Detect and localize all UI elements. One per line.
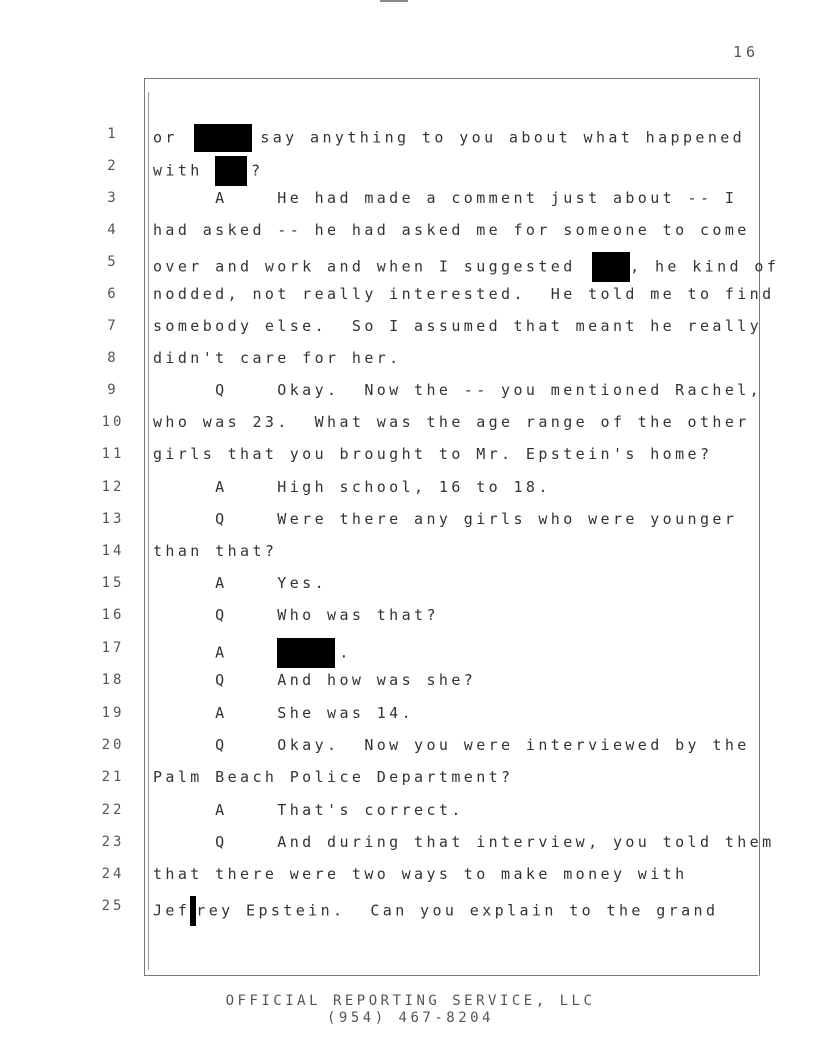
line-number: 21 (101, 769, 125, 785)
transcript-line: with ? (153, 156, 759, 186)
line-number: 18 (101, 672, 125, 688)
frame-bottom-border (144, 975, 758, 976)
line-number: 3 (107, 190, 119, 206)
line-number: 4 (107, 222, 119, 238)
page-number: 16 (732, 43, 759, 61)
transcript-line: Q Who was that? (153, 606, 439, 624)
line-number: 8 (107, 350, 119, 366)
transcript-line: Jef rey Epstein. Can you explain to the grand (153, 896, 759, 926)
transcript-line: nodded, not really interested. He told me to find (153, 285, 775, 303)
transcript-line: Q Okay. Now the -- you mentioned Rachel, (153, 381, 763, 399)
page-top-mark (380, 0, 408, 2)
redaction-block (277, 638, 335, 668)
transcript-line: or say anything to you about what happened (153, 124, 759, 152)
transcript-line: somebody else. So I assumed that meant he really (153, 317, 763, 335)
line-number: 13 (101, 511, 125, 527)
line-number: 23 (101, 834, 125, 850)
footer-phone: (954) 467-8204 (326, 1010, 494, 1026)
line-number: 7 (107, 318, 119, 334)
transcript-line: girls that you brought to Mr. Epstein's home? (153, 445, 713, 463)
line-number: 6 (107, 286, 119, 302)
transcript-line: A That's correct. (153, 801, 464, 819)
transcript-line: Q Were there any girls who were younger (153, 510, 738, 528)
transcript-line: over and work and when I suggested , he kind of (153, 252, 759, 282)
transcript-line: A He had made a comment just about -- I (153, 189, 738, 207)
line-number: 25 (101, 898, 125, 914)
transcript-line: A High school, 16 to 18. (153, 478, 551, 496)
line-number: 20 (101, 737, 125, 753)
transcript-line: A She was 14. (153, 704, 415, 722)
redaction-block (215, 156, 247, 186)
margin-rule (148, 92, 149, 970)
line-number: 19 (101, 705, 125, 721)
transcript-line: who was 23. What was the age range of the other (153, 413, 750, 431)
line-number: 1 (107, 126, 119, 142)
line-number: 17 (101, 640, 125, 656)
line-number: 24 (101, 866, 125, 882)
line-number: 15 (101, 575, 125, 591)
transcript-line: Q And how was she? (153, 671, 477, 689)
transcript-line: Q And during that interview, you told them (153, 833, 775, 851)
transcript-line: Q Okay. Now you were interviewed by the (153, 736, 750, 754)
line-number: 22 (101, 802, 125, 818)
transcript-line: didn't care for her. (153, 349, 402, 367)
line-number: 14 (101, 543, 125, 559)
line-number: 2 (107, 158, 119, 174)
transcript-line: A . (153, 638, 759, 668)
redaction-block (194, 124, 252, 152)
transcript-line: A Yes. (153, 574, 328, 592)
line-number: 10 (101, 414, 125, 430)
line-number: 16 (101, 607, 125, 623)
line-number: 11 (101, 446, 125, 462)
footer-company: OFFICIAL REPORTING SERVICE, LLC (225, 993, 596, 1009)
line-number: 9 (107, 382, 119, 398)
transcript-line: than that? (153, 542, 278, 560)
transcript-line: Palm Beach Police Department? (153, 768, 514, 786)
transcript-line: had asked -- he had asked me for someone to come (153, 221, 750, 239)
line-number: 12 (101, 479, 125, 495)
line-number: 5 (107, 254, 119, 270)
frame-top-border (144, 78, 758, 79)
redaction-block (592, 252, 630, 282)
transcript-line: that there were two ways to make money with (153, 865, 688, 883)
